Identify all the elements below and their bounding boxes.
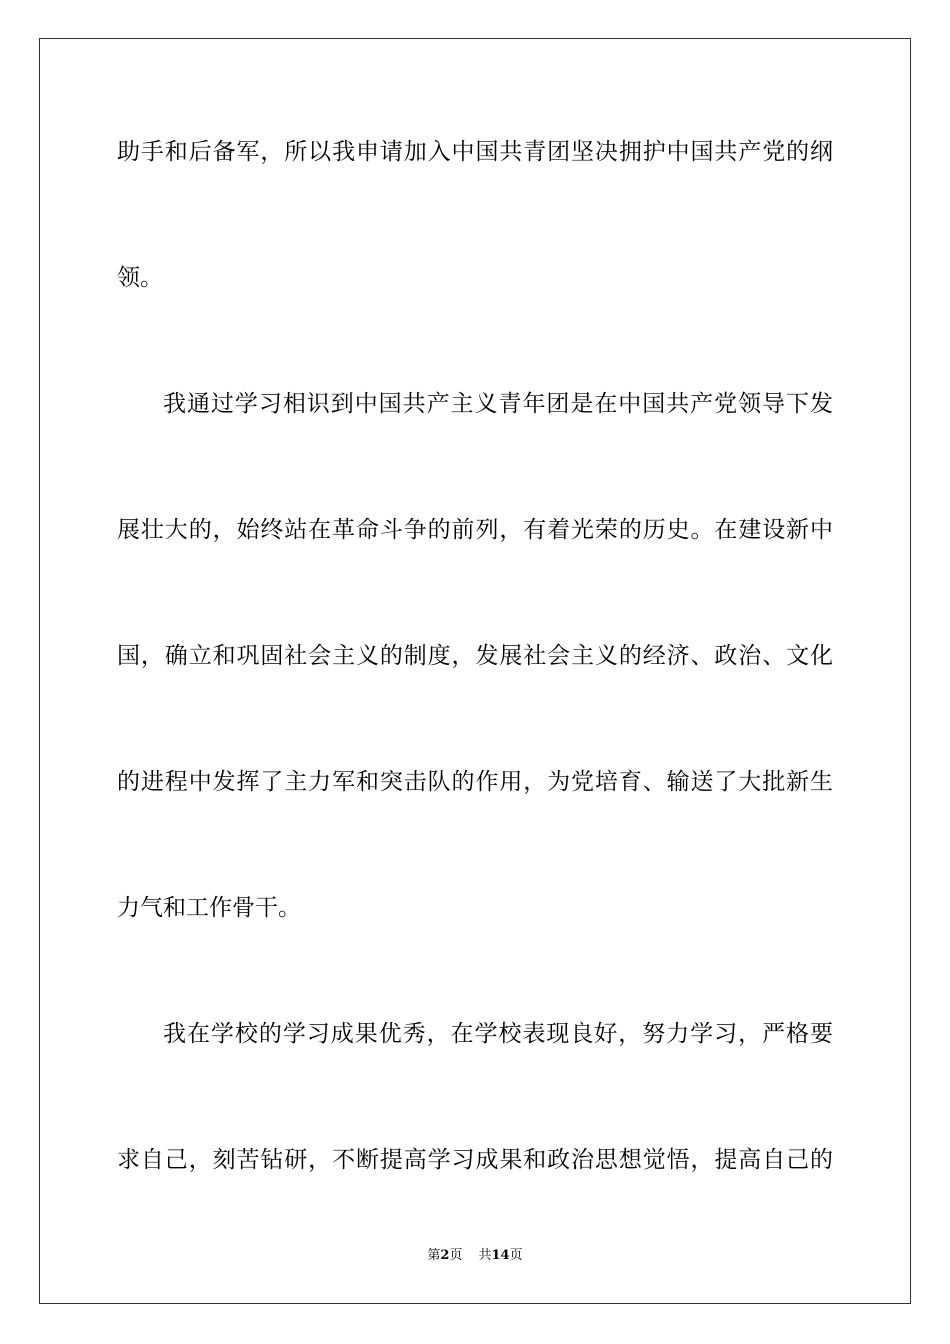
text-line-2: 领。 bbox=[117, 265, 163, 291]
total-pages: 14 bbox=[491, 1248, 510, 1263]
page-number: 2 bbox=[440, 1248, 450, 1263]
text-line-3: 我通过学习相识到中国共产主义青年团是在中国共产党领导下发 bbox=[163, 391, 833, 417]
total-suffix: 页 bbox=[509, 1248, 523, 1263]
text-line-1: 助手和后备军，所以我申请加入中国共青团坚决拥护中国共产党的纲 bbox=[117, 139, 833, 165]
page-border bbox=[39, 38, 911, 1304]
text-line-7: 力气和工作骨干。 bbox=[117, 895, 301, 921]
text-line-5: 国，确立和巩固社会主义的制度，发展社会主义的经济、政治、文化 bbox=[117, 643, 833, 669]
page-prefix: 第 bbox=[427, 1248, 441, 1263]
page-footer bbox=[0, 1247, 950, 1265]
text-line-8: 我在学校的学习成果优秀，在学校表现良好，努力学习，严格要 bbox=[163, 1021, 833, 1047]
text-line-4: 展壮大的，始终站在革命斗争的前列，有着光荣的历史。在建设新中 bbox=[117, 517, 833, 543]
page-suffix: 页 bbox=[449, 1248, 463, 1263]
total-prefix: 共 bbox=[478, 1248, 492, 1263]
text-line-9: 求自己，刻苦钻研，不断提高学习成果和政治思想觉悟，提高自己的 bbox=[117, 1147, 833, 1173]
text-line-6: 的进程中发挥了主力军和突击队的作用，为党培育、输送了大批新生 bbox=[117, 769, 833, 795]
